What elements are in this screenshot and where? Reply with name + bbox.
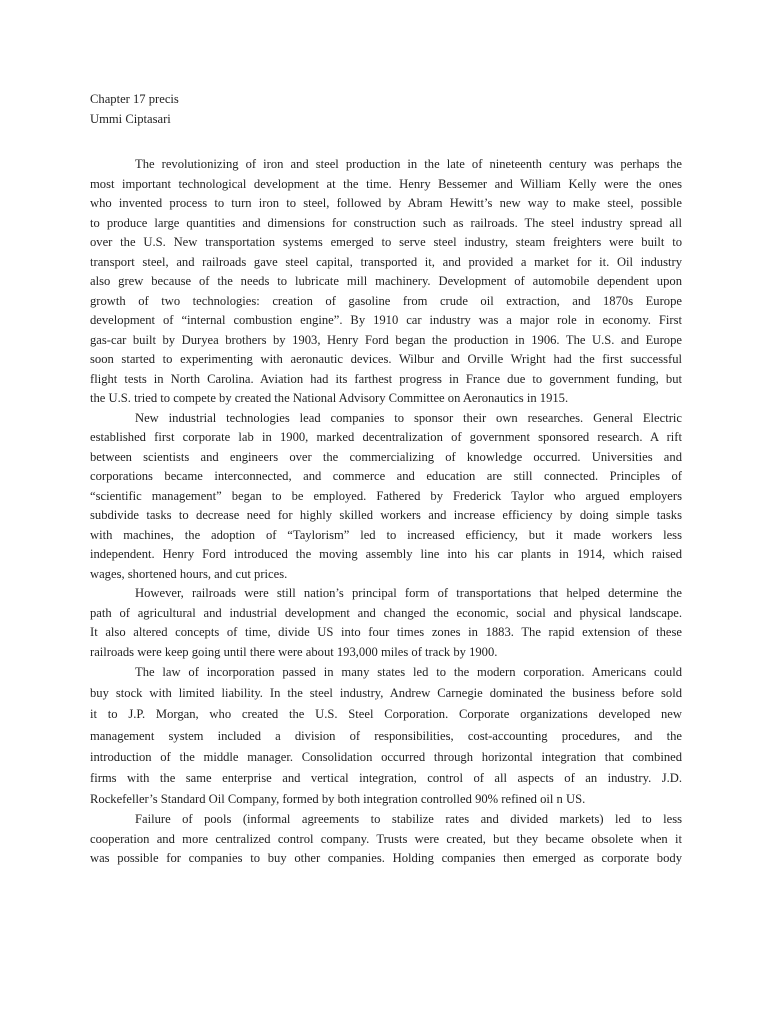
text-line: soon started to experimenting with aeronautic devices. Wilbur and Orville Wright had the first successful <box>90 352 682 366</box>
text-line: The law of incorporation passed in many states led to the modern corporation. Americans could <box>135 665 682 679</box>
text-line: path of agricultural and industrial development and changed the economic, social and physical landscape. <box>90 605 682 620</box>
document-header <box>90 90 682 129</box>
text-line: The revolutionizing of iron and steel production in the late of nineteenth century was perhaps the <box>135 157 682 171</box>
text-line: growth of two technologies: creation of gasoline from crude oil extraction, and 1870s Europe <box>90 293 682 308</box>
text-line: cooperation and more centralized control company. Trusts were created, but they became obsolete when it <box>90 831 682 846</box>
document-title: Chapter 17 precis <box>90 92 179 106</box>
text-line: New industrial technologies lead companies to sponsor their own researches. General Electric <box>135 410 682 425</box>
text-line: also grew because of the needs to lubricate mill machinery. Development of automobile dependent upon <box>90 274 682 288</box>
text-line: established first corporate lab in 1900, marked decentralization of government sponsored research. A rift <box>90 430 682 444</box>
text-line: buy stock with limited liability. In the steel industry, Andrew Carnegie dominated the business before sold <box>90 686 682 701</box>
paragraph-incorporation <box>90 662 682 810</box>
text-line: over the U.S. New transportation systems emerged to serve steel industry, steam freighters were built to <box>90 235 682 249</box>
text-line: It also altered concepts of time, divide US into four times zones in 1883. The rapid extension of these <box>90 625 682 639</box>
text-line: management system included a division of responsibilities, cost-accounting procedures, and the <box>90 728 682 743</box>
text-line: flight tests in North Carolina. Aviation had its farthest progress in France due to government funding, but <box>90 371 682 386</box>
paragraph-industrial-research <box>90 409 682 585</box>
text-line: corporations became interconnected, and commerce and education are still connected. Principles of <box>90 469 682 483</box>
text-line: most important technological development at the time. Henry Bessemer and William Kelly were the ones <box>90 176 682 191</box>
text-line: development of “internal combustion engine”. By 1910 car industry was a major role in economy. First <box>90 313 682 327</box>
text-line: firms with the same enterprise and vertical integration, control of all aspects of an industry. J.D. <box>90 771 682 786</box>
text-line: transport steel, and railroads gave steel capital, transported it, and provided a market for it. Oil industry <box>90 254 682 269</box>
text-line: “scientific management” began to be employed. Fathered by Frederick Taylor who argued employers <box>90 488 682 503</box>
text-line: railroads were keep going until there were about 193,000 miles of track by 1900. <box>90 644 498 659</box>
text-line: Failure of pools (informal agreements to stabilize rates and divided markets) led to less <box>135 812 682 827</box>
document-author: Ummi Ciptasari <box>90 111 171 126</box>
document-page <box>90 90 682 869</box>
text-line: wages, shortened hours, and cut prices. <box>90 566 288 581</box>
text-line: gas-car built by Duryea brothers by 1903, Henry Ford began the production in 1906. The U.S. and Europe <box>90 332 682 347</box>
text-line: it to J.P. Morgan, who created the U.S. Steel Corporation. Corporate organizations developed new <box>90 707 682 722</box>
text-line: However, railroads were still nation’s principal form of transportations that helped determine the <box>135 586 682 600</box>
paragraph-iron-steel <box>90 155 682 409</box>
text-line: between scientists and engineers over the commercializing of knowledge occurred. Universities and <box>90 449 682 464</box>
text-line: who invented process to turn iron to steel, followed by Abram Hewitt’s new way to make steel, possible <box>90 196 682 210</box>
text-line: independent. Henry Ford introduced the moving assembly line into his car plants in 1914, which raised <box>90 547 682 561</box>
text-line: the U.S. tried to compete by created the National Advisory Committee on Aeronautics in 1915. <box>90 391 569 405</box>
text-line: introduction of the middle manager. Consolidation occurred through horizontal integration that combined <box>90 749 682 764</box>
paragraph-railroads <box>90 584 682 662</box>
text-line: to produce large quantities and dimensions for construction such as railroads. The steel industry spread all <box>90 215 682 230</box>
text-line: subdivide tasks to decrease need for highly skilled workers and increase efficiency by doing simple tasks <box>90 508 682 522</box>
paragraph-pools-trusts <box>90 810 682 869</box>
text-line: Rockefeller’s Standard Oil Company, formed by both integration controlled 90% refined oil n US. <box>90 792 586 807</box>
text-line: with machines, the adoption of “Taylorism” led to increased efficiency, but it made workers less <box>90 527 682 542</box>
text-line: was possible for companies to buy other companies. Holding companies then emerged as corporate body <box>90 851 682 866</box>
